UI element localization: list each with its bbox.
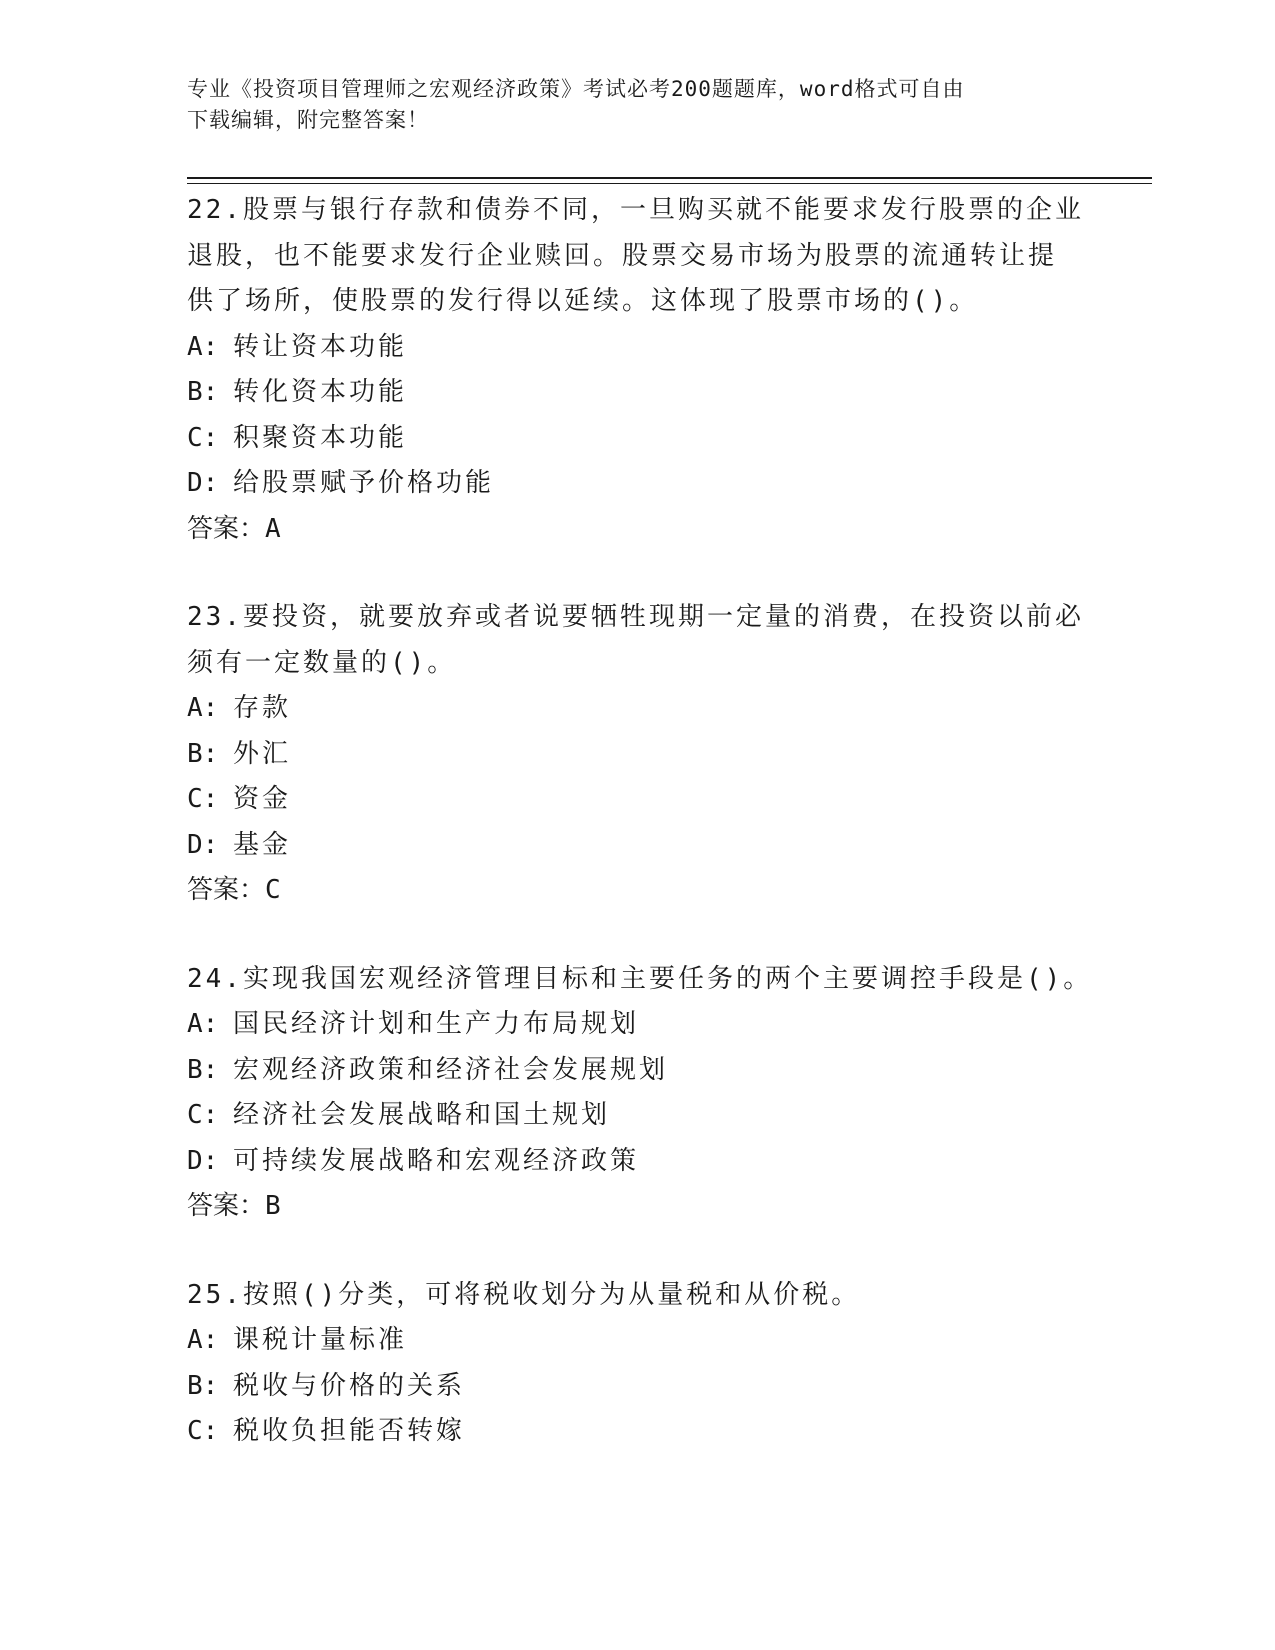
option-key: A:: [187, 1325, 219, 1355]
option-key: C:: [187, 1416, 219, 1446]
option-a: [187, 1318, 1087, 1364]
question-text-line: 22.股票与银行存款和债券不同，一旦购买就不能要求发行股票的企业: [187, 195, 1084, 225]
question-24: [187, 957, 1093, 1230]
answer-line: [187, 868, 1087, 914]
question-text-line: 须有一定数量的()。: [187, 647, 457, 678]
question-text-line: 退股，也不能要求发行企业赎回。股票交易市场为股票的流通转让提: [187, 240, 1058, 271]
answer-line: [187, 507, 1087, 553]
header-divider-thin: [187, 183, 1152, 184]
option-text: 给股票赋予价格功能: [233, 468, 495, 498]
option-c: [187, 1093, 1087, 1139]
option-key: D:: [187, 1145, 219, 1176]
option-key: C:: [187, 784, 219, 814]
option-text: 课税计量标准: [233, 1325, 408, 1355]
header-divider-thick: [187, 177, 1152, 179]
option-text: 转让资本功能: [233, 331, 408, 362]
option-key: B:: [187, 1370, 219, 1401]
option-text: 税收与价格的关系: [233, 1370, 466, 1401]
option-c: [187, 1409, 1087, 1455]
option-d: [187, 823, 1087, 869]
option-text: 国民经济计划和生产力布局规划: [233, 1009, 640, 1039]
answer-label: 答案：: [187, 513, 266, 544]
option-key: C:: [187, 1100, 219, 1130]
option-text: 积聚资本功能: [233, 422, 408, 453]
question-25: [187, 1273, 1087, 1455]
option-text: 存款: [233, 693, 292, 723]
option-key: B:: [187, 738, 219, 769]
option-c: [187, 416, 1087, 462]
option-key: B:: [187, 1054, 219, 1085]
option-key: A:: [187, 1009, 219, 1039]
option-key: C:: [187, 422, 219, 453]
header-line-1: 专业《投资项目管理师之宏观经济政策》考试必考200题题库，word格式可自由: [187, 77, 965, 101]
option-text: 经济社会发展战略和国土规划: [233, 1100, 611, 1130]
option-text: 资金: [233, 784, 292, 814]
option-c: [187, 777, 1087, 823]
option-key: D:: [187, 829, 219, 860]
answer-value: B: [265, 1191, 281, 1221]
question-text-line: 供了场所，使股票的发行得以延续。这体现了股票市场的()。: [187, 286, 979, 316]
option-b: [187, 1364, 1087, 1410]
option-key: A:: [187, 331, 219, 362]
answer-label: 答案：: [187, 1191, 266, 1221]
option-d: [187, 461, 1087, 507]
option-a: [187, 686, 1087, 732]
option-text: 外汇: [233, 738, 292, 769]
question-list: [187, 188, 1093, 1498]
option-a: [187, 1002, 1087, 1048]
document-header: [187, 74, 1067, 136]
option-key: D:: [187, 468, 219, 498]
question-text-line: 24.实现我国宏观经济管理目标和主要任务的两个主要调控手段是()。: [187, 963, 1093, 994]
question-22: [187, 188, 1087, 552]
question-23: [187, 595, 1087, 914]
question-text-line: 25.按照()分类，可将税收划分为从量税和从价税。: [187, 1279, 861, 1310]
option-d: [187, 1139, 1087, 1185]
option-a: [187, 325, 1087, 371]
question-text-line: 23.要投资，就要放弃或者说要牺牲现期一定量的消费，在投资以前必: [187, 602, 1084, 632]
option-b: [187, 1048, 1087, 1094]
option-text: 宏观经济政策和经济社会发展规划: [233, 1054, 669, 1085]
answer-line: [187, 1184, 1087, 1230]
option-key: B:: [187, 377, 219, 407]
option-text: 转化资本功能: [233, 377, 408, 407]
answer-value: C: [265, 875, 281, 905]
answer-value: A: [265, 513, 281, 544]
option-key: A:: [187, 693, 219, 723]
option-text: 基金: [233, 829, 292, 860]
option-b: [187, 732, 1087, 778]
option-text: 税收负担能否转嫁: [233, 1416, 466, 1446]
option-text: 可持续发展战略和宏观经济政策: [233, 1145, 640, 1176]
answer-label: 答案：: [187, 875, 266, 905]
option-b: [187, 370, 1087, 416]
header-line-2: 下载编辑，附完整答案！: [187, 108, 429, 132]
